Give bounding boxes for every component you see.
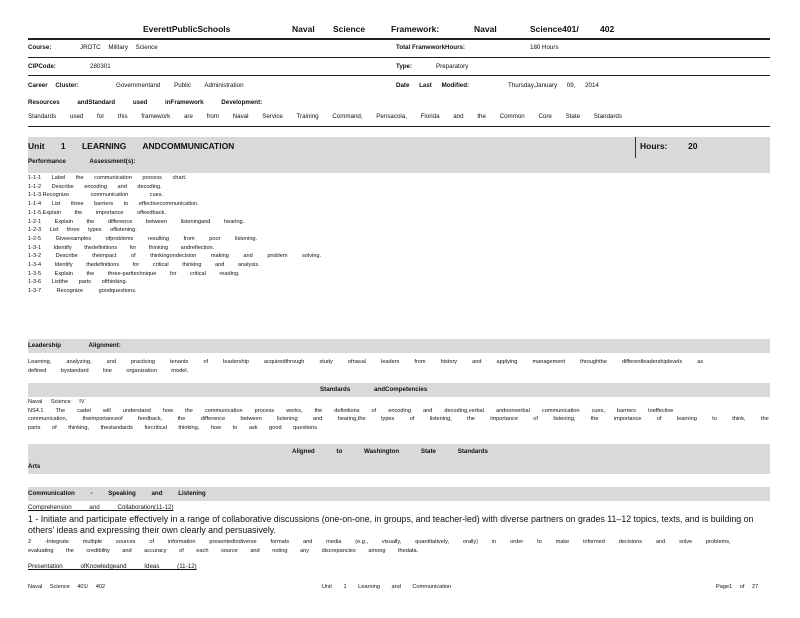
course-value: JROTC Military Science — [80, 44, 158, 51]
footer-unit: Unit 1 Learning and Communication — [322, 584, 452, 590]
date-modified-value: Thursday,January 09, 2014 — [508, 82, 599, 89]
title-word-naval: Naval — [292, 24, 315, 34]
divider — [635, 137, 636, 158]
leadership-label: Leadership Alignment: — [28, 342, 121, 349]
list-item: 1-3-4 Identify thedefinitions for critical thinking and analysis. — [28, 262, 260, 269]
performance-list — [28, 174, 321, 296]
type-label: Type: — [396, 63, 413, 70]
divider — [28, 75, 770, 76]
title-framework-label: Framework: — [391, 24, 440, 34]
school-name: EverettPublicSchools — [143, 24, 231, 34]
footer-page-number: Page1 of 27 — [716, 584, 759, 590]
list-item: 1-3-7 Recognize goodquestions. — [28, 288, 137, 295]
item-2-line: evaluating the credibility and accuracy of each source and noting any discrepancies among thedata. — [28, 547, 419, 554]
total-hours-value: 180 Hours — [530, 44, 559, 51]
footer-course: Naval Science 401/ 402 — [28, 584, 106, 590]
divider — [28, 57, 770, 58]
list-item: 1-3-2 Describe theimpact of thinkingondecision making and problem solving. — [28, 253, 322, 260]
list-item: 1-1-5.Explain the importance offeedback. — [28, 209, 166, 216]
standards-course: Naval Science IV — [28, 399, 85, 405]
presentation-label: Presentation ofKnowledgeand Ideas (11-12) — [28, 563, 197, 570]
unit-hours-value: 20 — [688, 141, 698, 151]
standards-line: communication, theimportanceof feedback, the difference between listening and hearing,the types of listening, the importance of listening, the importance of learning to think, the — [28, 416, 769, 423]
leadership-band — [28, 339, 770, 353]
unit-hours-label: Hours: — [640, 141, 668, 151]
list-item: 1-1-3.Recognize communication cues. — [28, 192, 164, 199]
performance-label: Performance Assessment(s): — [28, 158, 136, 165]
comprehension-label: Comprehension and Collaboration(11-12) — [28, 504, 174, 511]
arts-label: Arts — [28, 463, 41, 470]
list-item: 1-1-4 List three barriers to effectivecommunication. — [28, 201, 199, 208]
list-item: 1-3-6 Listthe parts ofthinking. — [28, 279, 128, 286]
career-cluster-label: Career Cluster: — [28, 82, 79, 89]
date-modified-label: Date Last Modified: — [396, 82, 470, 89]
resources-label: Resources andStandard used inFramework Development: — [28, 99, 263, 106]
title-course-code: Science401/ — [530, 24, 579, 34]
list-item: 1-3-1 Identify thedefinitions for thinking andreflection. — [28, 244, 215, 251]
standards-line: NS4.1 The cadet will understand how the communication process works, the definitions of encoding and decoding,verbal andnonverbal communication cues, barriers toeffective — [28, 407, 674, 414]
list-item: 1-2-3 List three types oflistening. — [28, 227, 137, 234]
resources-text: Standards used for this framework are from Naval Service Training Command, Pensacola, Florida and the Common Core State Standards — [28, 113, 622, 120]
total-hours-label: Total FrameworkHours: — [396, 44, 465, 51]
list-item: 1-1-2 Describe encoding and decoding. — [28, 183, 162, 190]
communication-item-1: 1 - Initiate and participate effectively in a range of collaborative discussions (one-on-one, in groups, and teacher-led) with diverse partners on grades 11–12 topics, texts, and is building on others' ideas and expressing their own clearly and persuasively. — [28, 514, 754, 535]
divider — [28, 126, 770, 127]
cip-label: CIPCode: — [28, 63, 56, 70]
leadership-line: Learning, analyzing, and practicing tenants of leadership acquiredthrough study ofnaval leaders from history and applying management throughthe differentleadershiplevels as — [28, 359, 704, 365]
title-word-naval-2: Naval — [474, 24, 497, 34]
cip-value: 280301 — [90, 63, 111, 70]
course-label: Course: — [28, 44, 52, 51]
title-word-science: Science — [333, 24, 366, 34]
communication-item-2 — [28, 538, 731, 555]
list-item: 1-2-1 Explain the difference between listeningand hearing. — [28, 218, 245, 225]
standards-text — [28, 398, 769, 433]
item-2-line: 2 -Integrate multiple sources of information presentedindiverse formats and media (e.g., visually, quantitatively, orally) in order to make informed decisions and solve problems, — [28, 539, 731, 545]
divider — [28, 38, 770, 40]
career-cluster-value: Governmentand Public Administration — [116, 82, 244, 89]
standards-line: parts of thinking, thestandards forcritical thinking, how to ask good questions — [28, 425, 318, 432]
title-course-num: 402 — [600, 24, 615, 34]
type-value: Preparatory — [436, 63, 469, 70]
leadership-line: defined bystandard line organization model. — [28, 367, 189, 374]
communication-label: Communication - Speaking and Listening — [28, 490, 206, 497]
aligned-heading: Aligned to Washington State Standards — [292, 448, 488, 455]
list-item: 1-3-5 Explain the three-parttechnique for critical reading. — [28, 270, 240, 277]
leadership-text — [28, 358, 703, 375]
unit-title: Unit 1 LEARNING ANDCOMMUNICATION — [28, 141, 235, 151]
list-item: 1-2-5 Giveexamples ofproblems resulting from poor listening. — [28, 235, 258, 242]
standards-heading: Standards andCompetencies — [320, 386, 428, 393]
list-item: 1-1-1 Label the communication process chart. — [28, 175, 187, 181]
